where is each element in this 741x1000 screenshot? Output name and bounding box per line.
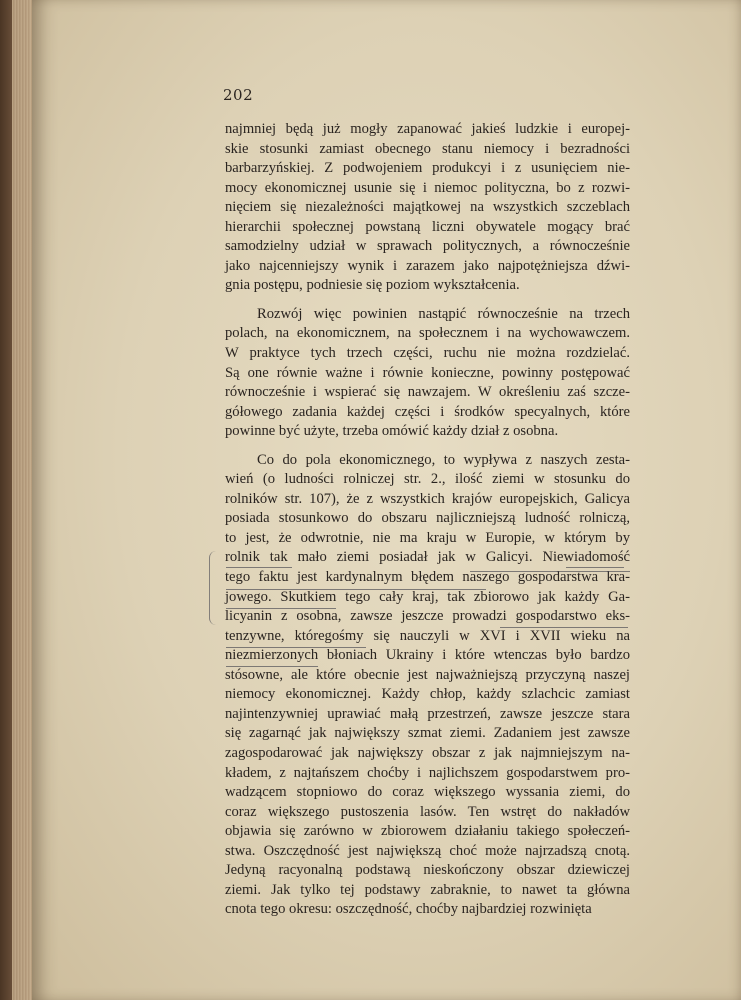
pencil-underline [226,647,366,648]
page-text [225,120,630,929]
pencil-underline [226,666,318,667]
paragraph [225,305,630,442]
text-line: rolnik tak mało ziemi posiadał jak w Galicyi. Niewiadomość [225,549,630,566]
text-line: tego faktu jest kardynalnym błędem naszego gospodarstwa kra- [225,569,630,586]
text-line: samodzielny udział w sprawach politycznych, a równocześnie [225,238,630,255]
text-line: równocześnie i wspierać się nawzajem. W określeniu zaś szcze- [225,384,630,401]
text-line: stwa. Oszczędność jest największą choć może najrzadszą cnotą. [225,842,630,859]
text-line: jako najcenniejszy wynik i zarazem jako najpotężniejsza dźwi- [225,257,630,274]
pencil-underline [500,627,628,628]
text-line: zagospodarować jak największy obszar z jak najmniejszym na- [225,744,630,761]
text-line: licyanin z osobna, zawsze jeszcze prowadzi gospodarstwo eks- [225,608,630,625]
text-line: barbarzyńskiej. Z podwojeniem produkcyi i z usunięciem nie- [225,160,630,177]
text-line: stósowne, ale które obecnie jest najważniejszą przyczyną naszej [225,666,630,683]
text-line: posiada stosunkowo do obszaru najliczniejszą ludność rolniczą, [225,510,630,527]
text-line: niemocy ekonomicznej. Każdy chłop, każdy szlachcic zamiast [225,686,630,703]
text-line: gnia postępu, podniesie się poziom wykształcenia. [225,277,520,294]
text-line: to jest, że odwrotnie, nie ma kraju w Europie, w którym by [225,529,630,546]
text-line: rolników str. 107), że z wszystkich krajów europejskich, Galicya [225,490,630,507]
text-line: jowego. Skutkiem tego cały kraj, tak zbiorowo jak każdy Ga- [225,588,630,605]
text-line: Rozwój więc powinien nastąpić równocześnie na trzech [257,305,630,322]
paragraph [225,451,630,920]
text-line: kładem, z najtańszem choćby i najlichszem gospodarstwem pro- [225,764,630,781]
text-line: W praktyce tych trzech części, ruchu nie można rozdzielać. [225,345,630,362]
text-line: najmniej będą już mogły zapanować jakieś ludzkie i europej- [225,121,630,137]
pencil-underline [226,567,292,568]
pencil-underline [226,589,486,590]
text-line: nięciem się niezależności majątkowej na wszystkich szczeblach [225,199,630,216]
text-line: powinne być użyte, trzeba omówić każdy dział z osobna. [225,423,559,440]
text-line: hierarchii społecznej powstaną liczni obywatele mogący brać [225,218,630,235]
text-line: skie stosunki zamiast obecnego stanu niemocy i bezradności [225,140,630,157]
page-number: 202 [223,86,254,104]
text-line: wadzącem stopniowo do coraz większego wyssania ziemi, do [225,784,630,801]
text-line: gółowego zadania każdej części i środków specyalnych, które [225,403,630,420]
text-line: coraz większego pustoszenia lasów. Ten wstręt do nakładów [225,803,630,820]
pencil-underline [470,571,630,572]
pencil-underline [226,608,336,609]
pencil-bracket-mark [209,551,216,625]
text-line: Jedyną racyonalną podstawą nieskończony obszar dziewiczej [225,862,630,879]
text-line: mocy ekonomicznej usunie się i niemoc polityczna, bo z rozwi- [225,179,630,196]
text-line: niezmierzonych błoniach Ukrainy i które wtenczas było bardzo [225,647,630,664]
text-line: cnota tego okresu: oszczędność, choćby najbardziej rozwinięta [225,901,592,918]
text-line: Co do pola ekonomicznego, to wypływa z naszych zesta- [257,451,630,468]
page-stack-edges [12,0,34,1000]
text-line: tenzywne, któregośmy się nauczyli w XVI i XVII wieku na [225,627,630,644]
text-line: polach, na ekonomicznem, na społecznem i na wychowawczem. [225,325,630,342]
text-line: Są one równie ważne i równie konieczne, powinny postępować [225,364,630,381]
text-line: najintenzywniej uprawiać małą przestrzeń, zawsze jeszcze stara [225,705,630,722]
paragraph [225,120,630,296]
text-line: ziemi. Jak tylko tej podstawy zabraknie, to nawet ta główna [225,881,630,898]
text-line: się zagarnąć jak największy szmat ziemi. Zadaniem jest zawsze [225,725,630,742]
text-line: objawia się zarówno w zbiorowem działaniu takiego społeczeń- [225,823,630,840]
pencil-underline [566,567,624,568]
text-line: wień (o ludności rolniczej str. 2., ilość ziemi w stosunku do [225,471,630,488]
